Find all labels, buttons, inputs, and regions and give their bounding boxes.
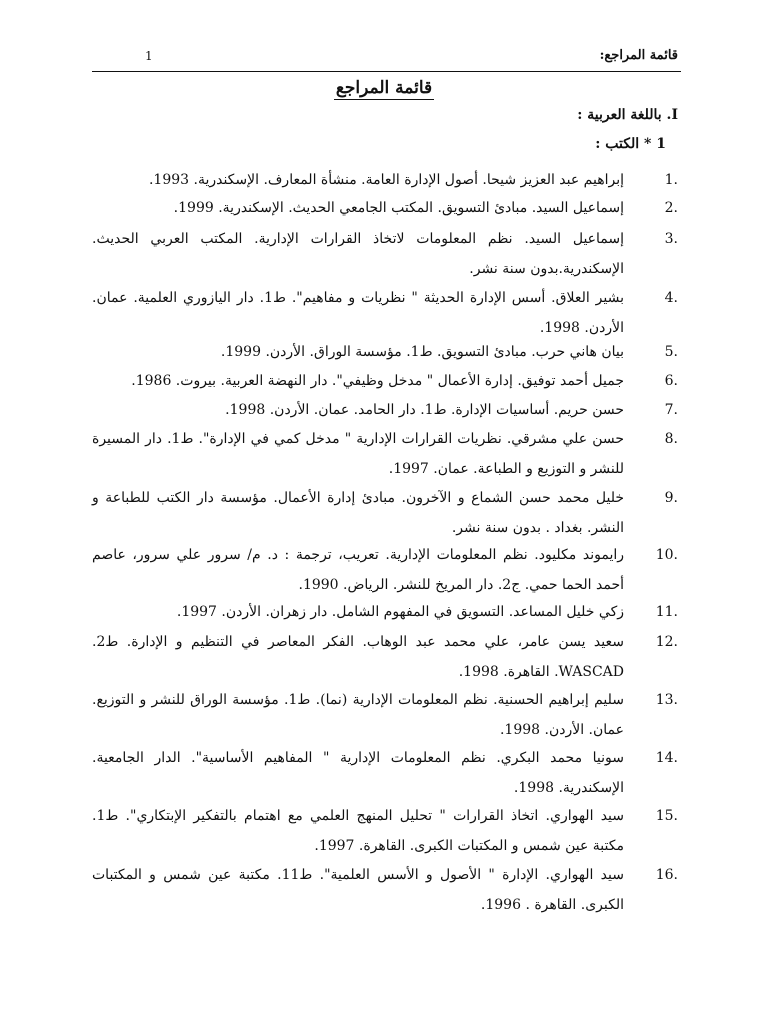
section-heading: I. باللغة العربية : [577,107,678,123]
subsection-heading: 1 * الكتب : [595,136,666,152]
reference-number: 1. [664,172,678,188]
reference-number: 16. [655,867,678,883]
page-number: 1 [145,49,153,63]
reference-text: إسماعيل السيد. نظم المعلومات لاتخاذ القرارات الإدارية. المكتب العربي الحديث. الإسكندرية.بدون سنة نشر. [92,231,624,277]
reference-number: 9. [664,490,678,506]
reference-text: بيان هاني حرب. مبادئ التسويق. ط1. مؤسسة الوراق. الأردن. 1999. [220,344,624,360]
reference-number: 13. [655,692,678,708]
reference-number: 4. [664,290,678,306]
reference-text: رايموند مكليود. نظم المعلومات الإدارية. تعريب، ترجمة : د. م/ سرور علي سرور، عاصم أحمد الحما حمي. ج2. دار المريخ للنشر. الرياض. 1990. [92,547,624,593]
reference-item [92,224,678,284]
reference-number: 5. [664,344,678,360]
reference-item [92,395,678,425]
reference-item [92,627,678,687]
reference-number: 10. [655,547,678,563]
header-divider [92,71,681,72]
reference-item [92,337,678,367]
reference-text: إسماعيل السيد. مبادئ التسويق. المكتب الجامعي الحديث. الإسكندرية. 1999. [173,200,624,216]
reference-number: 3. [664,231,678,247]
reference-number: 12. [655,634,678,650]
reference-item [92,597,678,627]
reference-text: خليل محمد حسن الشماع و الآخرون. مبادئ إدارة الأعمال. مؤسسة دار الكتب للطباعة و النشر. بغداد . بدون سنة نشر. [92,490,624,536]
reference-item [92,424,678,484]
page-title [0,78,768,98]
reference-number: 2. [664,200,678,216]
reference-item [92,743,678,803]
reference-text: حسن حريم. أساسيات الإدارة. ط1. دار الحامد. عمان. الأردن. 1998. [225,402,624,418]
reference-number: 14. [655,750,678,766]
reference-text: سيد الهواري. الإدارة " الأصول و الأسس العلمية". ط11. مكتبة عين شمس و المكتبات الكبرى. القاهرة . 1996. [92,867,624,913]
running-header-title: قائمة المراجع: [599,48,678,63]
reference-text: سونيا محمد البكري. نظم المعلومات الإدارية " المفاهيم الأساسية". الدار الجامعية. الإسكندرية. 1998. [92,750,624,796]
reference-item [92,860,678,920]
reference-text: إبراهيم عبد العزيز شيحا. أصول الإدارة العامة. منشأة المعارف. الإسكندرية. 1993. [148,172,624,188]
reference-item [92,193,678,223]
reference-item [92,283,678,343]
reference-text: حسن علي مشرقي. نظريات القرارات الإدارية " مدخل كمي في الإدارة". ط1. دار المسيرة للنشر و التوزيع و الطباعة. عمان. 1997. [92,431,624,477]
reference-number: 6. [664,373,678,389]
reference-text: زكي خليل المساعد. التسويق في المفهوم الشامل. دار زهران. الأردن. 1997. [176,604,624,620]
reference-item [92,801,678,861]
reference-text: سيد الهواري. اتخاذ القرارات " تحليل المنهج العلمي مع اهتمام بالتفكير الإبتكاري". ط1. مكتبة عين شمس و المكتبات الكبرى. القاهرة. 1997. [92,808,624,854]
reference-text: جميل أحمد توفيق. إدارة الأعمال " مدخل وظيفي". دار النهضة العربية. بيروت. 1986. [131,373,624,389]
reference-number: 7. [664,402,678,418]
reference-text: سعيد يسن عامر، علي محمد عبد الوهاب. الفكر المعاصر في التنظيم و الإدارة. ط2. WASCAD. القاهرة. 1998. [92,634,624,680]
reference-number: 8. [664,431,678,447]
page-title-text: قائمة المراجع [335,78,433,98]
reference-item [92,165,678,195]
reference-text: بشير العلاق. أسس الإدارة الحديثة " نظريات و مفاهيم". ط1. دار اليازوري العلمية. عمان. الأردن. 1998. [92,290,624,336]
reference-item [92,483,678,543]
reference-text: سليم إبراهيم الحسنية. نظم المعلومات الإدارية (نما). ط1. مؤسسة الوراق للنشر و التوزيع. عمان. الأردن. 1998. [92,692,624,738]
reference-number: 11. [655,604,678,620]
reference-item [92,540,678,600]
reference-item [92,366,678,396]
reference-item [92,685,678,745]
reference-number: 15. [655,808,678,824]
